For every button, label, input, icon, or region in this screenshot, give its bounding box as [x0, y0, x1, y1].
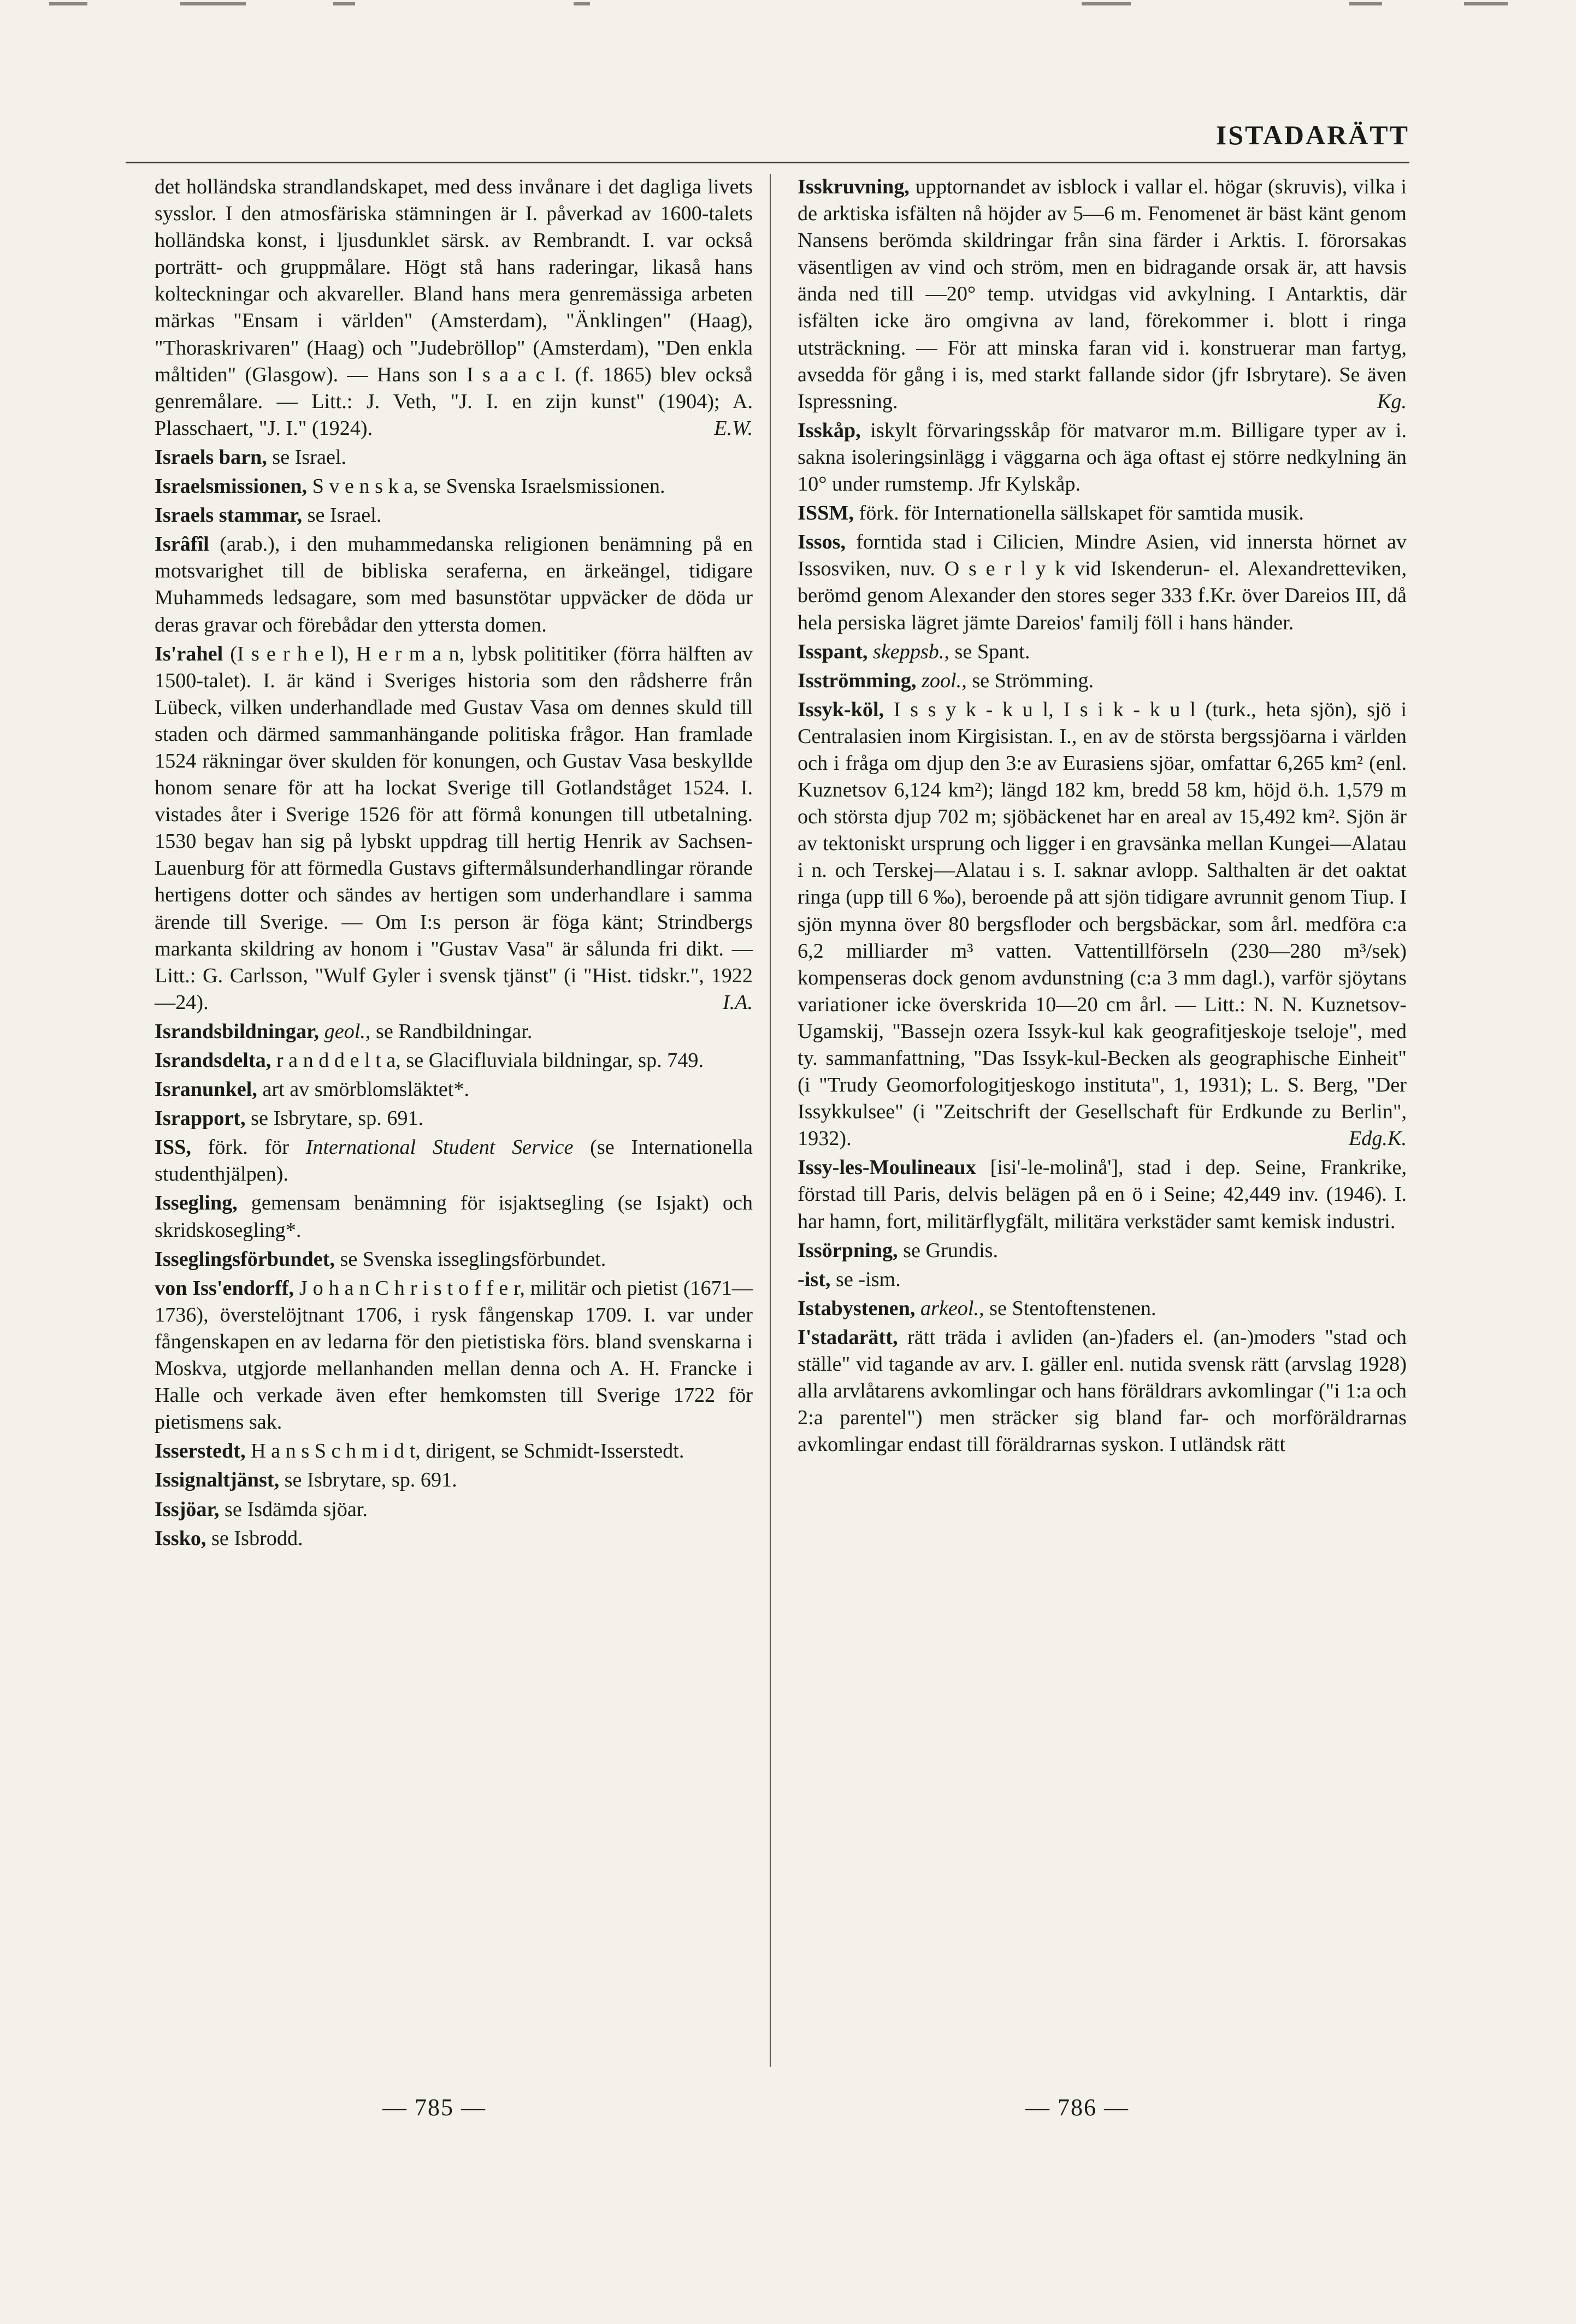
- dictionary-entry: [798, 1154, 1407, 1235]
- entry-text: rätt träda i avliden (an-)faders el. (an-)moders "stad och ställe" vid tagande av arv. I. gäller enl. nutida svensk rätt (arvslag 1928) alla arvlåtarens avkomlingar och hans föräldrars avkomlingar ("i 1:a och 2:a parentel") men sträcker sig bland far- och morföräldrarnas avkomlingar endast till föräldrarnas syskon. I utländsk rätt: [798, 1325, 1407, 1456]
- entry-headword: Isspant,: [798, 640, 868, 663]
- entry-text: se Stentoftenstenen.: [984, 1296, 1156, 1320]
- entry-text: se Svenska isseglingsförbundet.: [334, 1247, 606, 1271]
- entry-headword: ISS,: [155, 1136, 191, 1159]
- entry-headword: -ist,: [798, 1267, 831, 1291]
- dictionary-entry: [798, 1237, 1407, 1264]
- entry-headword: Isskruvning,: [798, 175, 910, 198]
- entry-headword: Isseglingsförbundet,: [155, 1247, 335, 1271]
- dictionary-entry: [155, 1018, 753, 1045]
- dictionary-entry: [798, 174, 1407, 415]
- entry-text: förk. för Internationella sällskapet för samtida musik.: [853, 502, 1304, 525]
- entry-label-italic: International Student Service: [305, 1136, 574, 1159]
- dictionary-entry: [798, 417, 1407, 498]
- entry-text: se -ism.: [830, 1267, 901, 1291]
- entry-text: se Israel.: [267, 445, 347, 469]
- entry-headword: Issko,: [155, 1526, 206, 1550]
- left-column: [155, 174, 753, 1554]
- entry-headword: Istabystenen,: [798, 1296, 916, 1320]
- dictionary-entry: [798, 1295, 1407, 1322]
- entry-headword: Issjöar,: [155, 1497, 220, 1521]
- dictionary-entry: [155, 641, 753, 1016]
- entry-text-cont: (se Internationella studenthjälpen).: [155, 1136, 753, 1186]
- entry-label: arkeol.,: [915, 1296, 984, 1320]
- entry-headword: ISSM,: [798, 502, 854, 525]
- entry-text: se Israel.: [302, 504, 382, 527]
- scan-edge-marks: [0, 0, 1576, 16]
- entry-text: [isi'-le-molinå'], stad i dep. Seine, Frankrike, förstad till Paris, delvis belägen på en ö i Seine; 42,449 inv. (1946). I. har hamn, fort, militärflygfält, militära verkstäder samt kemisk industri.: [798, 1156, 1407, 1233]
- running-head: ISTADARÄTT: [1215, 120, 1409, 150]
- dictionary-entry: [155, 1134, 753, 1188]
- author-signature: E.W.: [714, 416, 753, 440]
- entry-text: (I s e r h e l), H e r m a n, lybsk polititiker (förra hälften av 1500-talet). I. är känd i Sveriges historia som den rådsherre från Lübeck, vilken underhandlade med Gustav Vasa om dennes skuld till staden och därmed sammanhängande politiska frågor. Han framlade 1524 räkningar över skulden för konungen, och Gustav Vasa beskyllde honom senare för att ha lockat Sverige till Gotlandståget 1524. I. vistades åter i Sverige 1526 för att förmå konungen till utbetalning. 1530 begav han sig på lybskt uppdrag till hertig Henrik av Sachsen-Lauenburg för att förmedla Gustavs giftermålsunderhandlingar rörande hertigens dotter och sändes av hertigen som underhandlare i samma ärende till Sverige. — Om I:s person är föga känt; Strindbergs markanta skildring av honom i "Gustav Vasa" är sålunda fri dikt. — Litt.: G. Carlsson, "Wulf Gyler i svensk tjänst" (i "Hist. tidskr.", 1922—24).: [155, 642, 753, 1014]
- entry-headword: Israels barn,: [155, 445, 267, 469]
- dictionary-entry: [155, 473, 753, 500]
- entry-text: J o h a n C h r i s t o f f e r, militär och pietist (1671—1736), överstelöjtnant 1706, i rysk fångenskap 1709. I. var under fångenskapen en av ledarna för den pietistiska förs. bland svenskarna i Moskva, utgjorde mellanhanden mellan denna och A. H. Francke i Halle och verkade även efter hemkomsten till Sverige 1722 för pietismens sak.: [155, 1276, 753, 1434]
- entry-headword: Israndsdelta,: [155, 1049, 271, 1072]
- dictionary-entry: [798, 697, 1407, 1153]
- entry-text: art av smörblomsläktet*.: [257, 1078, 469, 1101]
- entry-headword: Issyk-köl,: [798, 698, 884, 721]
- dictionary-entry: [155, 1275, 753, 1436]
- entry-headword: Issignaltjänst,: [155, 1468, 280, 1492]
- dictionary-entry: [155, 502, 753, 529]
- dictionary-entry: [798, 639, 1407, 665]
- entry-text: förk. för: [191, 1136, 306, 1159]
- author-signature: I.A.: [722, 990, 753, 1014]
- entry-headword: Isserstedt,: [155, 1440, 246, 1463]
- entry-label: zool.,: [916, 669, 967, 692]
- entry-label: geol.,: [319, 1019, 371, 1043]
- entry-text: iskylt förvaringsskåp för matvaror m.m. Billigare typer av i. sakna isoleringsinlägg i väggarna och äga oftast ej större nedkylning än 10° under rumstemp. Jfr Kylskåp.: [798, 418, 1407, 496]
- entry-headword: Israels stammar,: [155, 504, 303, 527]
- entry-headword: Issegling,: [155, 1192, 238, 1215]
- entry-headword: Israndsbildningar,: [155, 1019, 320, 1043]
- dictionary-entry: [798, 529, 1407, 636]
- dictionary-entry: [798, 1266, 1407, 1293]
- entry-text: se Spant.: [949, 640, 1030, 663]
- dictionary-entry: [155, 1076, 753, 1103]
- entry-text: gemensam benämning för isjaktsegling (se Isjakt) och skridskosegling*.: [155, 1192, 753, 1242]
- entry-headword: Isranunkel,: [155, 1078, 257, 1101]
- entry-text: (arab.), i den muhammedanska religionen benämning på en motsvarighet till de bibliska seraferna, en ärkeängel, tidigare Muhammeds ledsagare, som med basunstötar uppväcker de döda ur deras gravar och förebådar den yttersta domen.: [155, 533, 753, 636]
- entry-text: se Strömming.: [966, 669, 1094, 692]
- entry-headword: Issörpning,: [798, 1238, 898, 1262]
- dictionary-entry: [155, 1047, 753, 1074]
- entry-text: det holländska strandlandskapet, med dess invånare i det dagliga livets sysslor. I den atmosfäriska stämningen är I. påverkad av 1600-talets holländska konst, i ljusdunklet särsk. av Rembrandt. I. var också porträtt- och gruppmålare. Högt stå hans raderingar, likaså hans kolteckningar och akvareller. Bland hans mera genremässiga arbeten märkas "Ensam i världen" (Amsterdam), "Änklingen" (Haag), "Thoraskrivaren" (Haag) och "Judebröllop" (Amsterdam), "Den enkla måltiden" (Glasgow). — Hans son I s a a c I. (f. 1865) blev också genremålare. — Litt.: J. Veth, "J. I. en zijn kunst" (1904); A. Plasschaert, "J. I." (1924).: [155, 175, 753, 440]
- entry-label: skeppsb.,: [867, 640, 949, 663]
- entry-text: se Isbrytare, sp. 691.: [245, 1107, 424, 1130]
- dictionary-entry: [155, 1438, 753, 1465]
- entry-headword: Is'rahel: [155, 642, 223, 665]
- dictionary-entry: [155, 1190, 753, 1243]
- entry-text: forntida stad i Cilicien, Mindre Asien, vid innersta hörnet av Issosviken, nuv. O s e r l y k vid Iskenderun- el. Alexandretteviken, berömd genom Alexander den stores seger 333 f.Kr. över Dareios III, då hela persiska lägret jämte Dareios' familj föll i hans händer.: [798, 530, 1407, 634]
- entry-headword: Isströmming,: [798, 669, 917, 692]
- author-signature: Edg.K.: [1348, 1127, 1407, 1151]
- entry-headword: Isrâfîl: [155, 533, 209, 556]
- dictionary-entry: [798, 500, 1407, 527]
- entry-text: se Isbrodd.: [206, 1526, 303, 1550]
- entry-headword: Issy-les-Moulineaux: [798, 1156, 976, 1179]
- entry-text: I s s y k - k u l, I s i k - k u l (turk., heta sjön), sjö i Centralasien inom Kirgisistan. I., en av de största bergssjöarna i världen och i fråga om djup den 3:e av Eurasiens sjöar, omfattar 6,265 km² (enl. Kuznetsov 6,124 km²); längd 182 km, bredd 58 km, höjd ö.h. 1,579 m och största djup 702 m; sjöbäckenet har en areal av 15,492 km². Sjön är av tektoniskt ursprung och ligger i en gravsänka mellan Kungei—Alatau i n. och Terskej—Alatau i s. I. saknar avlopp. Salthalten är det oaktat ringa (upp till 6 ‰), beroende på att sjön tidigare avrunnit genom Tiup. I sjön mynna över 80 bergsfloder och bergsbäckar, som årl. medföra c:a 6,2 milliarder m³ vatten. Vattentillförseln (230—280 m³/sek) kompenseras dock genom avdunstning (c:a 3 mm dagl.), varför sjöytans variationer icke överskrida 10—20 cm årl. — Litt.: N. N. Kuznetsov-Ugamskij, "Bassejn ozera Issyk-kul kak geografitjeskoje tseloje", med ty. sammanfattning, "Das Issyk-kul-Becken als geographische Einheit" (i "Trudy Geomorfologitjeskogo instituta", 1, 1931); L. S. Berg, "Der Issykkulsee" (i "Zeitschrift der Gesellschaft für Erdkunde zu Berlin", 1932).: [798, 698, 1407, 1151]
- entry-headword: Israpport,: [155, 1107, 246, 1130]
- entry-headword: Isskåp,: [798, 418, 861, 442]
- entry-text: upptornandet av isblock i vallar el. högar (skruvis), vilka i de arktiska isfälten nå höjder av 5—6 m. Fenomenet är bäst känt genom Nansens berömda skildringar från sina färder i Arktis. I. förorsakas väsentligen av vind och ström, men en bidragande orsak är, att havsis ända ned till —20° temp. utvidgas vid avkylning. I Antarktis, där isfälten icke äro omgivna av land, förekommer i. blott i ringa utsträckning. — För att minska faran vid i. konstruerar man fartyg, avsedda för gång i is, med starkt fallande sidor (jfr Isbrytare). Se även Ispressning.: [798, 175, 1407, 413]
- entry-headword: von Iss'endorff,: [155, 1276, 294, 1300]
- right-column: [798, 174, 1407, 1460]
- entry-text: r a n d d e l t a, se Glacifluviala bildningar, sp. 749.: [271, 1049, 704, 1072]
- entry-headword: I'stadarätt,: [798, 1325, 898, 1349]
- dictionary-entry: [798, 1324, 1407, 1458]
- entry-text: H a n s S c h m i d t, dirigent, se Schmidt-Isserstedt.: [245, 1440, 684, 1463]
- dictionary-entry: [155, 1525, 753, 1552]
- dictionary-entry: [155, 1467, 753, 1494]
- dictionary-entry: [155, 531, 753, 638]
- dictionary-entry: [798, 668, 1407, 694]
- dictionary-entry: [155, 1105, 753, 1132]
- entry-continuation: [155, 174, 753, 442]
- entry-text: se Grundis.: [898, 1238, 999, 1262]
- dictionary-entry: [155, 1246, 753, 1273]
- page-number-right: — 786 —: [1025, 2094, 1129, 2121]
- column-divider: [770, 174, 771, 2067]
- dictionary-entry: [155, 444, 753, 471]
- entry-text: S v e n s k a, se Svenska Israelsmissionen.: [307, 475, 665, 498]
- entry-text: se Randbildningar.: [370, 1019, 533, 1043]
- entry-headword: Issos,: [798, 530, 846, 554]
- entry-text: se Isbrytare, sp. 691.: [279, 1468, 457, 1492]
- header-rule: [126, 162, 1409, 163]
- page-number-left: — 785 —: [382, 2094, 486, 2121]
- dictionary-entry: [155, 1496, 753, 1523]
- entry-headword: Israelsmissionen,: [155, 475, 308, 498]
- author-signature: Kg.: [1377, 390, 1407, 413]
- entry-text: se Isdämda sjöar.: [219, 1497, 368, 1521]
